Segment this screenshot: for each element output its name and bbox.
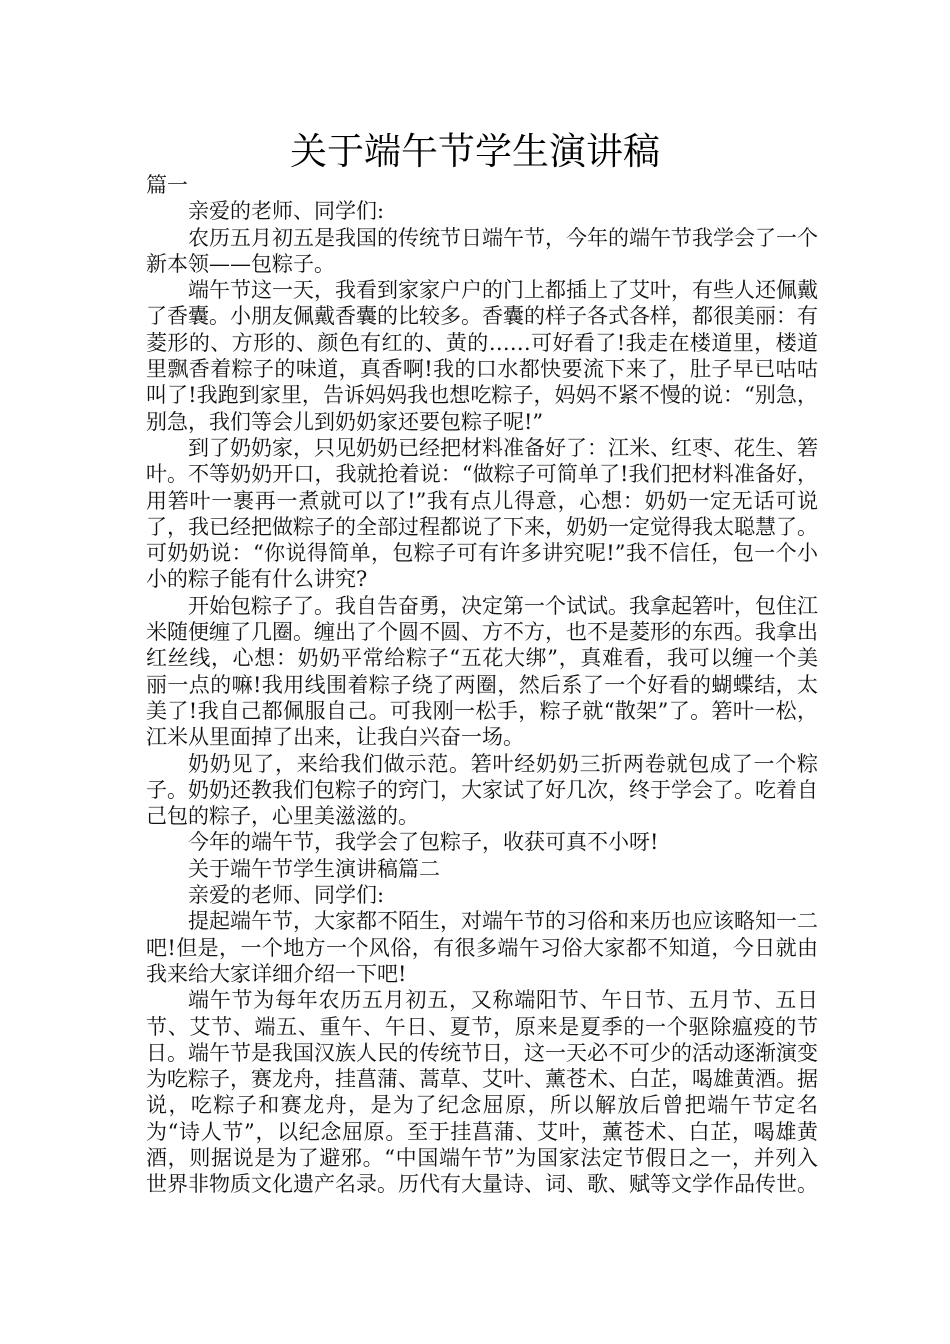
paragraph: 端午节为每年农历五月初五，又称端阳节、午日节、五月节、五日节、艾节、端五、重午、午日、夏节，原来是夏季的一个驱除瘟疫的节日。端午节是我国汉族人民的传统节日，这一天必不可少的活动逐渐演变为吃粽子，赛龙舟，挂菖蒲、蒿草、艾叶、薰苍术、白芷，喝雄黄酒。据说，吃粽子和赛龙舟，是为了纪念屈原，所以解放后曾把端午节定名为“诗人节”，以纪念屈原。至于挂菖蒲、艾叶，薰苍术、白芷，喝雄黄酒，则据说是为了避邪。“中国端午节”为国家法定节假日之一，并列入世界非物质文化遗产名录。历代有大量诗、词、歌、赋等文学作品传世。 <box>146 988 818 1197</box>
paragraph: 今年的端午节，我学会了包粽子，收获可真不小呀! <box>188 830 659 855</box>
section-label: 篇一 <box>146 173 188 197</box>
salutation: 亲爱的老师、同学们: <box>188 199 385 224</box>
paragraph: 端午节这一天，我看到家家户户的门上都插上了艾叶，有些人还佩戴了香囊。小朋友佩戴香囊的比较多。香囊的样子各式各样，都很美丽：有菱形的、方形的、颜色有红的、黄的……可好看了!我走在楼道里，楼道里飘香着粽子的味道，真香啊!我的口水都快要流下来了，肚子早已咕咕叫了!我跑到家里，告诉妈妈我也想吃粽子，妈妈不紧不慢的说：“别急，别急，我们等会儿到奶奶家还要包粽子呢!” <box>146 278 818 434</box>
section-heading: 关于端午节学生演讲稿篇二 <box>188 856 440 881</box>
paragraph: 到了奶奶家，只见奶奶已经把材料准备好了：江米、红枣、花生、箬叶。不等奶奶开口，我就抢着说：“做粽子可简单了!我们把材料准备好，用箬叶一裹再一煮就可以了!”我有点儿得意，心想：奶奶一定无话可说了，我已经把做粽子的全部过程都说了下来，奶奶一定觉得我太聪慧了。可奶奶说：“你说得简单，包粽子可有许多讲究呢!”我不信任，包一个小小的粽子能有什么讲究? <box>146 435 818 592</box>
document-body <box>146 172 818 1198</box>
paragraph: 农历五月初五是我国的传统节日端午节，今年的端午节我学会了一个新本领——包粽子。 <box>146 225 818 276</box>
salutation: 亲爱的老师、同学们: <box>188 883 385 908</box>
paragraph: 奶奶见了，来给我们做示范。箬叶经奶奶三折两卷就包成了一个粽子。奶奶还教我们包粽子的窍门，大家试了好几次，终于学会了。吃着自己包的粽子，心里美滋滋的。 <box>146 751 818 829</box>
document-title: 关于端午节学生演讲稿 <box>290 130 660 173</box>
paragraph: 开始包粽子了。我自告奋勇，决定第一个试试。我拿起箬叶，包住江米随便缠了几圈。缠出了个圆不圆、方不方，也不是菱形的东西。我拿出红丝线，心想：奶奶平常给粽子“五花大绑”，真难看，我可以缠一个美丽一点的嘛!我用线围着粽子绕了两圈，然后系了一个好看的蝴蝶结，太美了!我自己都佩服自己。可我刚一松手，粽子就“散架”了。箬叶一松，江米从里面掉了出来，让我白兴奋一场。 <box>146 593 818 750</box>
paragraph: 提起端午节，大家都不陌生，对端午节的习俗和来历也应该略知一二吧!但是，一个地方一个风俗，有很多端午习俗大家都不知道，今日就由我来给大家详细介绍一下吧! <box>146 909 818 986</box>
